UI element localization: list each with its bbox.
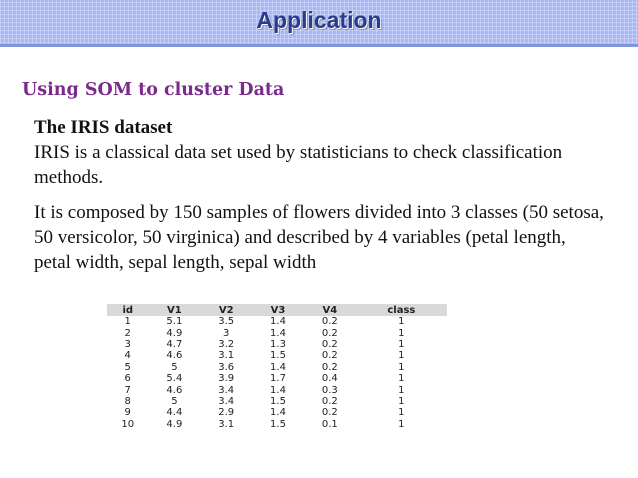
section-heading: The IRIS dataset [34, 117, 173, 138]
table-cell: 4.9 [166, 327, 183, 339]
table-cell: 1 [398, 373, 405, 385]
table-cell: 5.1 [166, 316, 183, 328]
table-cell: 3.9 [218, 373, 235, 385]
table-cell: 0.2 [321, 350, 338, 362]
table-body [107, 316, 447, 430]
table-cell: 1.4 [270, 327, 286, 339]
table-cell: 1 [398, 418, 405, 430]
table-cell: 5 [171, 361, 178, 373]
table-cell: 1.5 [270, 395, 286, 407]
slide-body [34, 115, 604, 275]
table-cell: 1 [398, 361, 405, 373]
table-cell: 3.2 [218, 338, 235, 350]
table-cell: 3 [223, 327, 230, 339]
table-cell: 1 [398, 338, 405, 350]
table-cell: 3.1 [218, 350, 235, 362]
table-cell: 1 [398, 384, 405, 396]
table-cell: 3.5 [218, 316, 235, 328]
iris-table-container [107, 304, 447, 438]
table-row [107, 316, 447, 327]
iris-data-table [107, 304, 447, 430]
table-cell: 6 [124, 373, 131, 385]
table-cell: 1 [124, 316, 131, 328]
table-row [107, 327, 447, 338]
table-row [107, 373, 447, 384]
slide-title: Application [256, 7, 382, 33]
table-cell: 4.4 [166, 407, 183, 419]
table-cell: 0.2 [321, 395, 338, 407]
table-cell: 1.3 [270, 338, 286, 350]
slide-subtitle: Using SOM to cluster Data [22, 80, 285, 100]
table-cell: 1.4 [270, 316, 286, 328]
table-cell: 0.2 [321, 316, 338, 328]
table-row [107, 407, 447, 418]
table-cell: 2.9 [218, 407, 235, 419]
table-cell: 4.7 [166, 338, 183, 350]
table-cell: 0.4 [321, 373, 338, 385]
table-cell: 1 [398, 316, 405, 328]
table-cell: 4.9 [166, 418, 183, 430]
column-header-v1: V1 [148, 304, 200, 316]
paragraph-composition: It is composed by 150 samples of flowers divided into 3 classes (50 setosa, 50 versicolor, 50 virginica) and described by 4 variables (petal length, petal width, sepal length, sepal width [34, 202, 604, 273]
table-cell: 5 [171, 395, 178, 407]
table-cell: 0.3 [321, 384, 338, 396]
table-row [107, 384, 447, 395]
column-header-class: class [356, 304, 447, 316]
table-cell: 1 [398, 407, 405, 419]
table-cell: 3.1 [218, 418, 235, 430]
column-header-v3: V3 [252, 304, 304, 316]
table-row [107, 339, 447, 350]
table-cell: 1.7 [270, 373, 286, 385]
paragraph-intro: IRIS is a classical data set used by statisticians to check classification methods. [34, 142, 563, 188]
table-cell: 5.4 [166, 373, 183, 385]
table-cell: 1 [398, 395, 405, 407]
table-row [107, 396, 447, 407]
column-header-v2: V2 [200, 304, 252, 316]
column-header-id: id [107, 304, 148, 316]
table-cell: 0.2 [321, 407, 338, 419]
table-cell: 3.4 [218, 395, 235, 407]
table-header-row [107, 304, 447, 316]
table-cell: 9 [124, 407, 131, 419]
table-cell: 0.2 [321, 327, 338, 339]
table-cell: 4.6 [166, 384, 183, 396]
table-cell: 1.4 [270, 384, 286, 396]
table-cell: 7 [124, 384, 131, 396]
table-cell: 4.6 [166, 350, 183, 362]
title-bar [0, 0, 638, 47]
table-cell: 1 [398, 327, 405, 339]
table-cell: 1.4 [270, 361, 286, 373]
table-row [107, 350, 447, 361]
table-cell: 0.2 [321, 338, 338, 350]
table-row [107, 362, 447, 373]
table-cell: 4 [124, 350, 131, 362]
table-cell: 1 [398, 350, 405, 362]
table-cell: 8 [124, 395, 131, 407]
table-cell: 3.4 [218, 384, 235, 396]
table-cell: 1.5 [270, 418, 286, 430]
table-cell: 3 [124, 338, 131, 350]
table-cell: 0.2 [321, 361, 338, 373]
table-cell: 0.1 [321, 418, 338, 430]
table-row [107, 419, 447, 430]
table-cell: 1.4 [270, 407, 286, 419]
table-cell: 5 [124, 361, 131, 373]
table-cell: 1.5 [270, 350, 286, 362]
table-cell: 10 [121, 418, 135, 430]
table-cell: 3.6 [218, 361, 235, 373]
table-cell: 2 [124, 327, 131, 339]
column-header-v4: V4 [304, 304, 356, 316]
